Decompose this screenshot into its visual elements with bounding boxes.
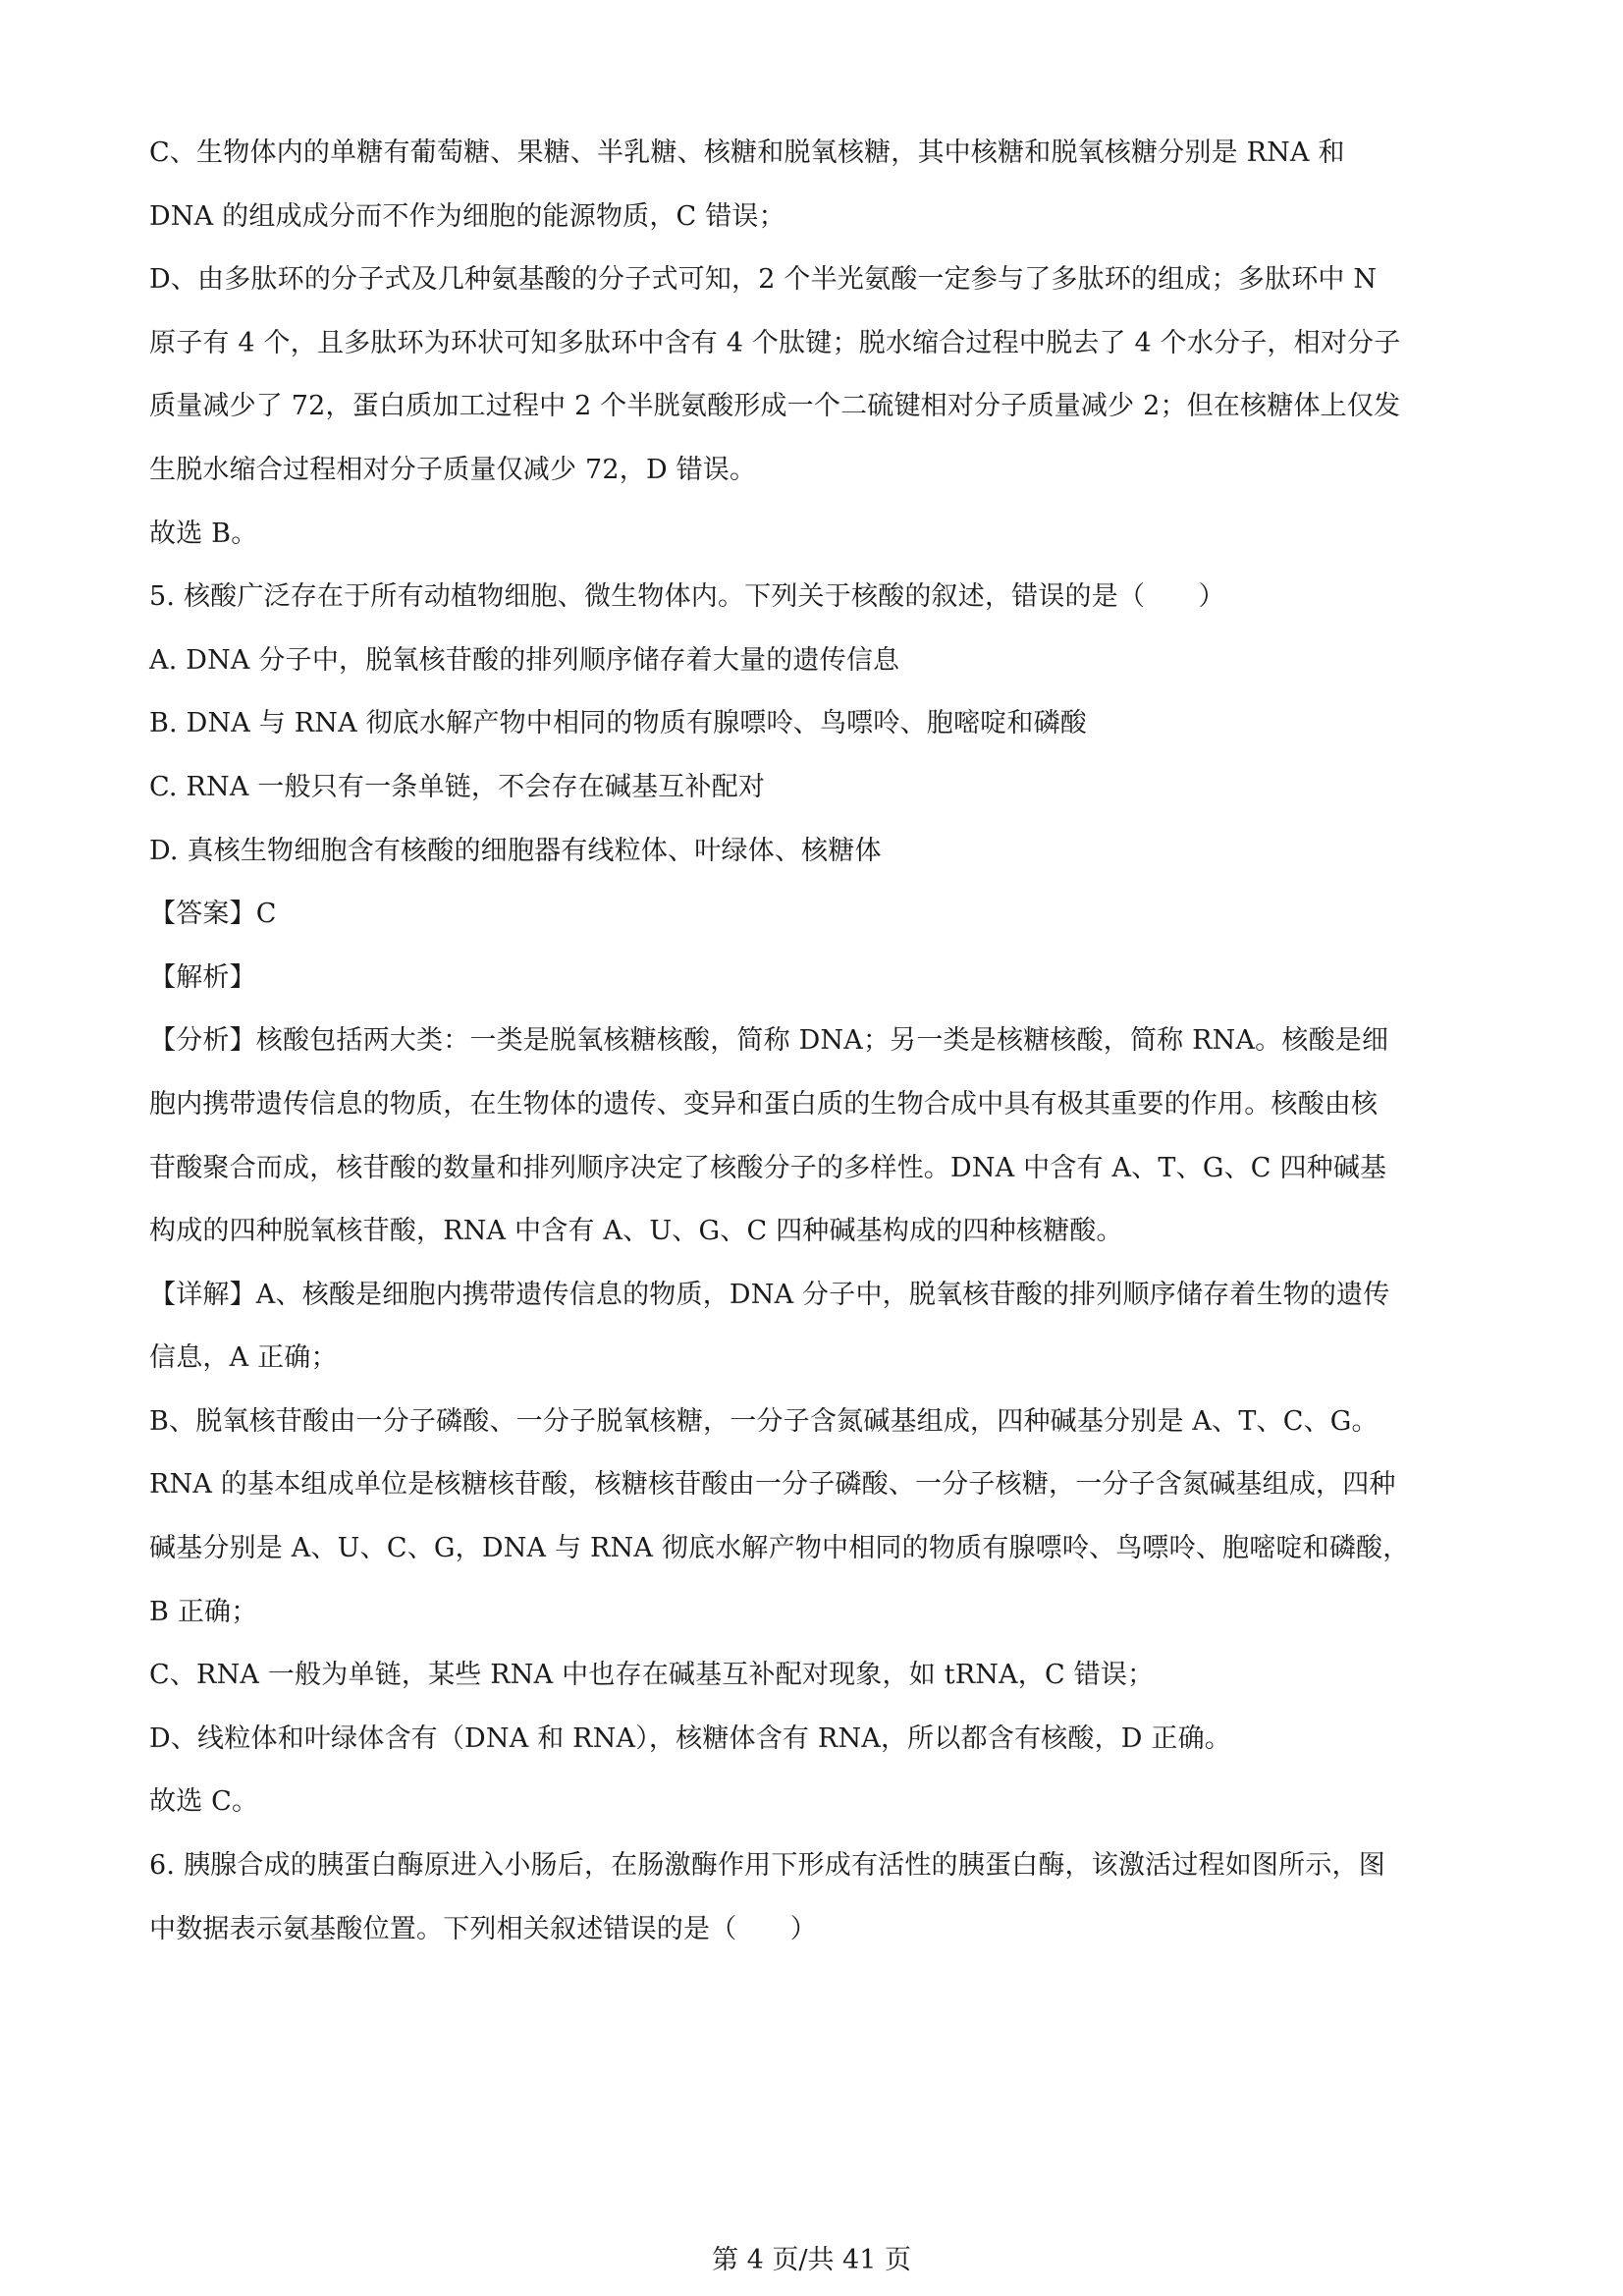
text-line: 故选 C。 bbox=[149, 1786, 259, 1818]
answer-label: 【答案】C bbox=[149, 899, 277, 930]
text-line: DNA 的组成成分而不作为细胞的能源物质，C 错误； bbox=[149, 200, 785, 232]
analysis-label: 【解析】 bbox=[149, 961, 256, 993]
text-line: C、RNA 一般为单链，某些 RNA 中也存在碱基互补配对现象，如 tRNA，C 错误； bbox=[149, 1660, 1155, 1691]
text-line: 质量减少了 72，蛋白质加工过程中 2 个半胱氨酸形成一个二硫键相对分子质量减少 2；但在核糖体上仅发 bbox=[149, 391, 1401, 422]
text-line: D、由多肽环的分子式及几种氨基酸的分子式可知，2 个半光氨酸一定参与了多肽环的组成；多肽环中 N bbox=[149, 264, 1378, 296]
page-footer: 第 4 页/共 41 页 bbox=[712, 2245, 911, 2275]
text-line: 原子有 4 个，且多肽环为环状可知多肽环中含有 4 个肽键；脱水缩合过程中脱去了 4 个水分子，相对分子 bbox=[149, 327, 1401, 358]
page-body bbox=[149, 134, 1485, 1973]
option-c: C. RNA 一般只有一条单链，不会存在碱基互补配对 bbox=[149, 771, 766, 802]
question-stem: 6. 胰腺合成的胰蛋白酶原进入小肠后，在肠激酶作用下形成有活性的胰蛋白酶，该激活过程如图所示，图 bbox=[149, 1850, 1385, 1882]
text-line: 生脱水缩合过程相对分子质量仅减少 72，D 错误。 bbox=[149, 454, 757, 485]
text-line: C、生物体内的单糖有葡萄糖、果糖、半乳糖、核糖和脱氧核糖，其中核糖和脱氧核糖分别是 RNA 和 bbox=[149, 137, 1345, 168]
option-b: B. DNA 与 RNA 彻底水解产物中相同的物质有腺嘌呤、鸟嘌呤、胞嘧啶和磷酸 bbox=[149, 708, 1087, 739]
text-line: D、线粒体和叶绿体含有（DNA 和 RNA），核糖体含有 RNA，所以都含有核酸，D 正确。 bbox=[149, 1722, 1231, 1754]
text-line: 信息，A 正确； bbox=[149, 1342, 338, 1374]
option-a: A. DNA 分子中，脱氧核苷酸的排列顺序储存着大量的遗传信息 bbox=[149, 644, 900, 676]
text-line: B、脱氧核苷酸由一分子磷酸、一分子脱氧核糖，一分子含氮碱基组成，四种碱基分别是 A、T、C、G。 bbox=[149, 1405, 1379, 1437]
text-line: 中数据表示氨基酸位置。下列相关叙述错误的是（ ） bbox=[149, 1913, 817, 1944]
text-line: 构成的四种脱氧核苷酸，RNA 中含有 A、U、G、C 四种碱基构成的四种核糖酸。 bbox=[149, 1216, 1123, 1247]
text-line: 胞内携带遗传信息的物质，在生物体的遗传、变异和蛋白质的生物合成中具有极其重要的作用。核酸由核 bbox=[149, 1088, 1379, 1120]
text-line: 故选 B。 bbox=[149, 518, 258, 549]
text-line: 【详解】A、核酸是细胞内携带遗传信息的物质，DNA 分子中，脱氧核苷酸的排列顺序储存着生物的遗传 bbox=[149, 1279, 1390, 1310]
text-line: 碱基分别是 A、U、C、G，DNA 与 RNA 彻底水解产物中相同的物质有腺嘌呤、鸟嘌呤、胞嘧啶和磷酸， bbox=[149, 1533, 1410, 1564]
text-line: 苷酸聚合而成，核苷酸的数量和排列顺序决定了核酸分子的多样性。DNA 中含有 A、T、G、C 四种碱基 bbox=[149, 1152, 1387, 1183]
option-d: D. 真核生物细胞含有核酸的细胞器有线粒体、叶绿体、核糖体 bbox=[149, 835, 882, 866]
text-line: 【分析】核酸包括两大类：一类是脱氧核糖核酸，简称 DNA；另一类是核糖核酸，简称 RNA。核酸是细 bbox=[149, 1025, 1389, 1057]
text-line: B 正确； bbox=[149, 1596, 258, 1627]
question-stem: 5. 核酸广泛存在于所有动植物细胞、微生物体内。下列关于核酸的叙述，错误的是（ ） bbox=[149, 581, 1225, 613]
text-line: RNA 的基本组成单位是核糖核苷酸，核糖核苷酸由一分子磷酸、一分子核糖，一分子含氮碱基组成，四种 bbox=[149, 1469, 1396, 1501]
